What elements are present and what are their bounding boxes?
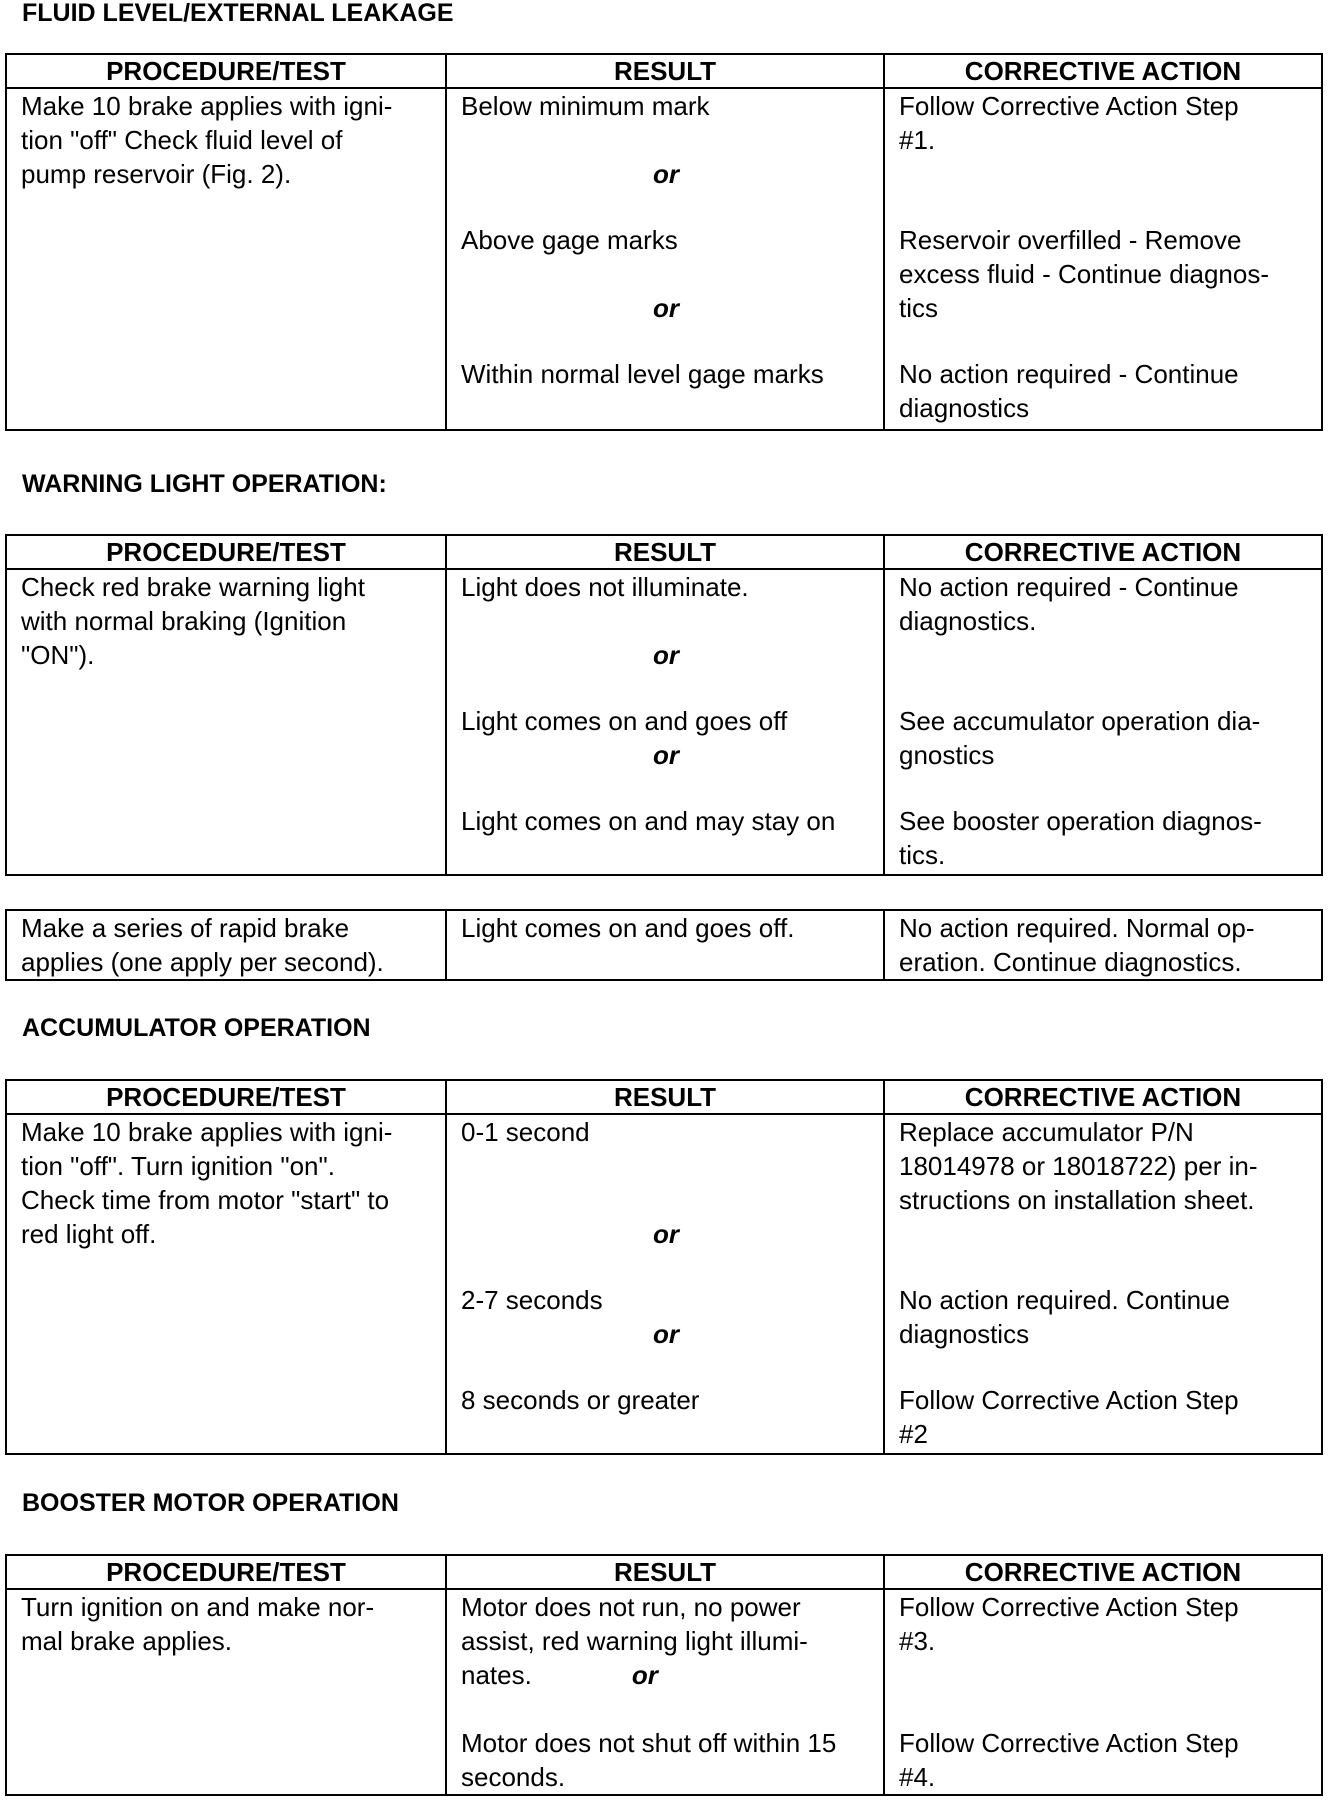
result-text: nates. bbox=[461, 1660, 532, 1690]
procedure-line: mal brake applies. bbox=[21, 1626, 232, 1656]
table-row bbox=[6, 1114, 1322, 1454]
header-procedure: PROCEDURE/TEST bbox=[6, 535, 446, 569]
procedure-cell bbox=[6, 88, 446, 430]
result-line: Motor does not shut off within 15 bbox=[461, 1728, 837, 1758]
table-header-row bbox=[6, 1555, 1322, 1589]
procedure-line: tion "off". Turn ignition "on". bbox=[21, 1151, 335, 1181]
action-line: Reservoir overfilled - Remove bbox=[899, 225, 1242, 255]
action-line: #3. bbox=[899, 1626, 936, 1656]
or-separator: or bbox=[653, 159, 679, 189]
header-corrective-action: CORRECTIVE ACTION bbox=[884, 535, 1322, 569]
header-result: RESULT bbox=[446, 1555, 884, 1589]
action-line: Follow Corrective Action Step bbox=[899, 91, 1239, 121]
result-line: Light comes on and goes off bbox=[461, 706, 788, 736]
action-line: Follow Corrective Action Step bbox=[899, 1385, 1239, 1415]
action-line: gnostics bbox=[899, 740, 995, 770]
table-fluid-level bbox=[5, 53, 1323, 431]
table-booster-motor bbox=[5, 1554, 1323, 1796]
action-cell bbox=[884, 569, 1322, 875]
table-header-row bbox=[6, 535, 1322, 569]
procedure-cell bbox=[6, 1589, 446, 1795]
header-procedure: PROCEDURE/TEST bbox=[6, 1555, 446, 1589]
procedure-cell bbox=[6, 1114, 446, 1454]
result-line: assist, red warning light illumi- bbox=[461, 1626, 808, 1656]
result-line: Within normal level gage marks bbox=[461, 359, 824, 389]
header-procedure: PROCEDURE/TEST bbox=[6, 54, 446, 88]
action-line: No action required - Continue bbox=[899, 572, 1239, 602]
result-cell bbox=[446, 910, 884, 980]
action-cell bbox=[884, 1589, 1322, 1795]
table-row bbox=[6, 569, 1322, 875]
result-line: Light does not illuminate. bbox=[461, 572, 749, 602]
table-header-row bbox=[6, 54, 1322, 88]
procedure-line: applies (one apply per second). bbox=[21, 947, 384, 977]
action-line: #1. bbox=[899, 125, 936, 155]
header-result: RESULT bbox=[446, 1080, 884, 1114]
table-warning-light bbox=[5, 534, 1323, 876]
action-line: excess fluid - Continue diagnos- bbox=[899, 259, 1269, 289]
action-line: No action required. Continue bbox=[899, 1285, 1230, 1315]
procedure-line: Check time from motor "start" to bbox=[21, 1185, 390, 1215]
action-line: No action required - Continue bbox=[899, 359, 1239, 389]
action-cell bbox=[884, 88, 1322, 430]
header-corrective-action: CORRECTIVE ACTION bbox=[884, 1555, 1322, 1589]
action-line: diagnostics bbox=[899, 1319, 1030, 1349]
action-cell bbox=[884, 910, 1322, 980]
action-line: tics. bbox=[899, 840, 946, 870]
procedure-line: pump reservoir (Fig. 2). bbox=[21, 159, 292, 189]
or-separator: or bbox=[631, 1660, 658, 1690]
header-result: RESULT bbox=[446, 54, 884, 88]
action-line: Follow Corrective Action Step bbox=[899, 1728, 1239, 1758]
or-separator: or bbox=[653, 740, 679, 770]
procedure-line: with normal braking (Ignition bbox=[21, 606, 347, 636]
header-corrective-action: CORRECTIVE ACTION bbox=[884, 1080, 1322, 1114]
procedure-line: "ON"). bbox=[21, 640, 95, 670]
procedure-line: tion "off" Check fluid level of bbox=[21, 125, 343, 155]
section-title-fluid-level: FLUID LEVEL/EXTERNAL LEAKAGE bbox=[22, 0, 454, 27]
table-row bbox=[6, 88, 1322, 430]
section-title-accumulator: ACCUMULATOR OPERATION bbox=[22, 1014, 371, 1042]
action-line: See accumulator operation dia- bbox=[899, 706, 1261, 736]
action-line: diagnostics. bbox=[899, 606, 1037, 636]
result-cell bbox=[446, 1114, 884, 1454]
or-separator: or bbox=[653, 640, 679, 670]
procedure-cell bbox=[6, 569, 446, 875]
result-line: seconds. bbox=[461, 1762, 566, 1792]
procedure-cell bbox=[6, 910, 446, 980]
header-result: RESULT bbox=[446, 535, 884, 569]
result-line: 0-1 second bbox=[461, 1117, 590, 1147]
result-line: 2-7 seconds bbox=[461, 1285, 603, 1315]
procedure-line: Make 10 brake applies with igni- bbox=[21, 91, 393, 121]
procedure-line: red light off. bbox=[21, 1219, 157, 1249]
result-line bbox=[461, 1658, 873, 1692]
header-corrective-action: CORRECTIVE ACTION bbox=[884, 54, 1322, 88]
result-line: Light comes on and may stay on bbox=[461, 806, 836, 836]
header-procedure: PROCEDURE/TEST bbox=[6, 1080, 446, 1114]
action-cell bbox=[884, 1114, 1322, 1454]
procedure-line: Check red brake warning light bbox=[21, 572, 365, 602]
or-separator: or bbox=[653, 1219, 679, 1249]
section-title-booster-motor: BOOSTER MOTOR OPERATION bbox=[22, 1489, 399, 1517]
action-line: Follow Corrective Action Step bbox=[899, 1592, 1239, 1622]
action-line: #2 bbox=[899, 1419, 928, 1449]
action-line: #4. bbox=[899, 1762, 936, 1792]
action-line: tics bbox=[899, 293, 938, 323]
or-separator: or bbox=[653, 1319, 679, 1349]
action-line: diagnostics bbox=[899, 393, 1030, 423]
result-line: Motor does not run, no power bbox=[461, 1592, 801, 1622]
action-line: 18014978 or 18018722) per in- bbox=[899, 1151, 1258, 1181]
table-accumulator bbox=[5, 1079, 1323, 1455]
or-separator: or bbox=[653, 293, 679, 323]
action-line: structions on installation sheet. bbox=[899, 1185, 1255, 1215]
action-line: No action required. Normal op- bbox=[899, 913, 1255, 943]
result-cell bbox=[446, 88, 884, 430]
action-line: eration. Continue diagnostics. bbox=[899, 947, 1242, 977]
table-header-row bbox=[6, 1080, 1322, 1114]
result-line: Light comes on and goes off. bbox=[461, 913, 795, 943]
action-line: Replace accumulator P/N bbox=[899, 1117, 1194, 1147]
result-line: 8 seconds or greater bbox=[461, 1385, 700, 1415]
table-row bbox=[6, 910, 1322, 980]
result-line: Below minimum mark bbox=[461, 91, 710, 121]
result-line: Above gage marks bbox=[461, 225, 678, 255]
action-line: See booster operation diagnos- bbox=[899, 806, 1262, 836]
procedure-line: Turn ignition on and make nor- bbox=[21, 1592, 375, 1622]
table-rapid-apply bbox=[5, 909, 1323, 981]
result-cell bbox=[446, 569, 884, 875]
section-title-warning-light: WARNING LIGHT OPERATION: bbox=[22, 470, 387, 498]
procedure-line: Make 10 brake applies with igni- bbox=[21, 1117, 393, 1147]
procedure-line: Make a series of rapid brake bbox=[21, 913, 350, 943]
table-row bbox=[6, 1589, 1322, 1795]
result-cell bbox=[446, 1589, 884, 1795]
